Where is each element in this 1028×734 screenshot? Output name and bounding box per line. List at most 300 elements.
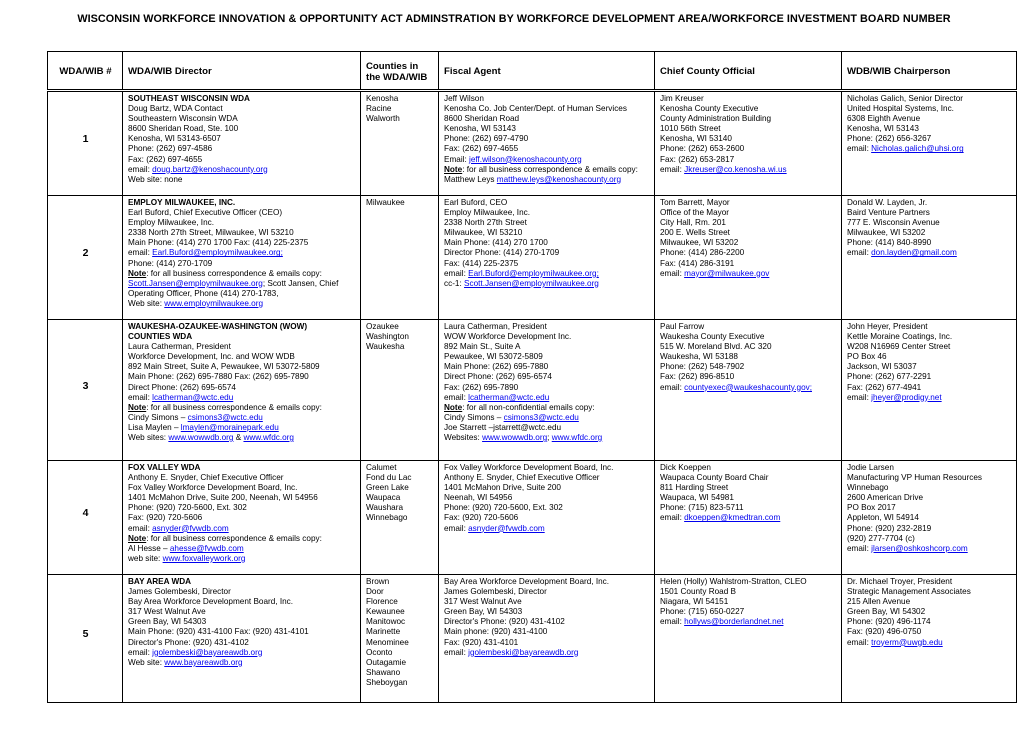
- cell-line: [660, 155, 837, 165]
- line-text: Fax: (262) 677-4941: [847, 382, 922, 392]
- email-or-web-link[interactable]: countyexec@waukeshacounty.gov;: [684, 382, 812, 392]
- line-text: Fax: (262) 697-4655: [444, 144, 519, 154]
- line-text: Kenosha, WI 53143-6507: [128, 134, 221, 144]
- line-text: Dick Koeppen: [660, 463, 711, 472]
- cell-line: [847, 597, 1012, 607]
- email-or-web-link[interactable]: hollyws@borderlandnet.net: [684, 617, 784, 627]
- line-prefix: email:: [444, 268, 469, 278]
- email-or-web-link[interactable]: Jkreuser@co.kenosha.wi.us: [684, 164, 787, 174]
- line-text: 2338 North 27th Street, Milwaukee, WI 53210: [128, 228, 294, 238]
- table-body: [48, 91, 1017, 703]
- email-or-web-link[interactable]: asnyder@fvwdb.com: [468, 523, 545, 533]
- email-or-web-link[interactable]: www.foxvalleywork.org: [162, 553, 246, 563]
- cell-line: [444, 134, 650, 144]
- line-text: Kenosha County Executive: [660, 104, 759, 114]
- cell-line: [847, 534, 1012, 544]
- line-text: Donald W. Layden, Jr.: [847, 198, 928, 207]
- line-suffix: ; Scott Jansen, Chief: [262, 278, 339, 288]
- line-text: : for all business correspondence & emails copy:: [146, 533, 322, 543]
- cell-line: [660, 134, 837, 144]
- line-text: : for all business correspondence & emails copy:: [462, 164, 638, 174]
- cell-line: [660, 607, 837, 617]
- cell-line: [444, 114, 650, 124]
- cell-line: [128, 554, 356, 564]
- line-prefix: email:: [847, 392, 872, 402]
- cell-line: [444, 433, 650, 443]
- county-name: Oconto: [366, 647, 393, 657]
- line-text: Jackson, WI 53037: [847, 362, 917, 372]
- table-row: [48, 575, 1017, 703]
- fiscal-agent-cell: [439, 91, 655, 196]
- line-text: Dr. Michael Troyer, President: [847, 577, 953, 586]
- line-text: Milwaukee, WI 53202: [847, 228, 926, 238]
- cell-line: [128, 524, 356, 534]
- line-text: Fox Valley Workforce Development Board, Inc.: [444, 463, 614, 472]
- table-row: [48, 196, 1017, 320]
- line-prefix: email:: [847, 637, 872, 647]
- line-text: Phone: (262) 548-7902: [660, 362, 745, 372]
- email-or-web-link[interactable]: jheyer@prodigy.net: [871, 392, 942, 402]
- line-text: FOX VALLEY WDA: [128, 463, 201, 472]
- line-text: Main phone: (920) 431-4100: [444, 627, 548, 637]
- line-text: 777 E. Wisconsin Avenue: [847, 218, 940, 228]
- cell-line: [128, 433, 356, 443]
- line-text: Fax: (262) 697-4655: [128, 154, 203, 164]
- email-or-web-link[interactable]: lcatherman@wctc.edu: [468, 392, 550, 402]
- line-text: Anthony E. Snyder, Chief Executive Officer: [128, 473, 284, 483]
- cell-line: [444, 463, 650, 473]
- cell-line: [128, 403, 356, 413]
- cell-line: [847, 473, 1012, 483]
- cell-line: [660, 238, 837, 248]
- cell-line: [444, 393, 650, 403]
- line-text: Director's Phone: (920) 431-4102: [128, 637, 249, 647]
- line-text: Fox Valley Workforce Development Board, Inc.: [128, 483, 298, 493]
- county-name: Milwaukee: [366, 198, 405, 207]
- email-or-web-link[interactable]: www.bayareawdb.org: [164, 657, 243, 667]
- email-or-web-link[interactable]: www.wfdc.org: [551, 433, 603, 443]
- cell-line: [128, 362, 356, 372]
- cell-line: [128, 332, 356, 342]
- county-name: Fond du Lac: [366, 473, 412, 483]
- wda-number: 2: [48, 196, 123, 320]
- cell-line: [444, 175, 650, 185]
- line-text: Phone: (920) 232-2819: [847, 523, 932, 533]
- line-text: Kettle Moraine Coatings, Inc.: [847, 332, 953, 342]
- county-name: Florence: [366, 597, 398, 607]
- cell-line: [128, 658, 356, 668]
- line-text: Niagara, WI 54151: [660, 597, 729, 607]
- line-text: Kenosha Co. Job Center/Dept. of Human Services: [444, 104, 627, 114]
- line-text: W208 N16969 Center Street: [847, 342, 951, 352]
- line-text: Phone: (715) 823-5711: [660, 503, 744, 513]
- line-prefix: email:: [128, 647, 153, 657]
- cell-line: [128, 577, 356, 587]
- line-text: Fax: (920) 496-0750: [847, 627, 922, 637]
- line-text: Tom Barrett, Mayor: [660, 198, 730, 207]
- cell-line: [444, 587, 650, 597]
- line-text: John Heyer, President: [847, 322, 928, 331]
- line-text: Kenosha, WI 53143: [444, 124, 516, 134]
- email-or-web-link[interactable]: jlarsen@oshkoshcorp.com: [871, 543, 968, 553]
- email-or-web-link[interactable]: mayor@milwaukee.gov: [684, 268, 770, 278]
- line-text: City Hall, Rm. 201: [660, 218, 726, 228]
- line-prefix: email:: [444, 523, 469, 533]
- cell-line: [660, 144, 837, 154]
- email-or-web-link[interactable]: Nicholas.galich@uhsi.org: [871, 144, 964, 154]
- chief-county-official-cell: [655, 320, 842, 461]
- cell-line: [444, 473, 650, 483]
- cell-line: [847, 228, 1012, 238]
- line-text: Earl Buford, Chief Executive Officer (CEO): [128, 208, 283, 218]
- cell-line: [847, 114, 1012, 124]
- line-text: Strategic Management Associates: [847, 587, 971, 597]
- cell-line: [847, 513, 1012, 523]
- cell-line: [128, 544, 356, 554]
- cell-line: [128, 269, 356, 279]
- email-or-web-link[interactable]: jgolembeski@bayareawdb.org: [468, 647, 579, 657]
- line-prefix: email:: [660, 268, 685, 278]
- county-name: Ozaukee: [366, 322, 399, 331]
- cell-line: [128, 228, 356, 238]
- cell-line: [660, 617, 837, 627]
- line-text: Green Bay, WI 54303: [128, 617, 207, 627]
- email-or-web-link[interactable]: troyerm@uwgb.edu: [871, 637, 943, 647]
- cell-line: [847, 238, 1012, 248]
- cell-line: [847, 627, 1012, 637]
- line-text: Milwaukee, WI 53202: [660, 238, 739, 248]
- cell-line: [444, 155, 650, 165]
- cell-line: [660, 198, 837, 208]
- cell-line: [128, 617, 356, 627]
- cell-line: [847, 352, 1012, 362]
- line-text: Phone: (414) 840-8990: [847, 238, 932, 248]
- cell-line: [660, 228, 837, 238]
- line-text: 1401 McMahon Drive, Suite 200, Neenah, WI 54956: [128, 493, 318, 503]
- line-text: Phone: (262) 697-4790: [444, 134, 529, 144]
- county-name: Kenosha: [366, 94, 399, 103]
- email-or-web-link[interactable]: doug.bartz@kenoshacounty.org: [152, 164, 268, 174]
- cell-line: [660, 94, 837, 104]
- cell-line: [128, 155, 356, 165]
- line-prefix: Cindy Simons –: [444, 412, 504, 422]
- county-name: Green Lake: [366, 483, 409, 493]
- cell-line: [128, 473, 356, 483]
- email-or-web-link[interactable]: dkoeppen@kmedtran.com: [684, 513, 781, 523]
- cell-line: [660, 383, 837, 393]
- line-suffix: ;: [547, 433, 552, 443]
- cell-line: [128, 144, 356, 154]
- line-prefix: web site:: [128, 553, 163, 563]
- cell-line: [128, 463, 356, 473]
- line-text: Phone: (262) 656-3267: [847, 134, 932, 144]
- email-or-web-link[interactable]: matthew.leys@kenoshacounty.org: [496, 174, 622, 184]
- line-text: Phone: (262) 677-2291: [847, 372, 932, 382]
- cell-line: [128, 134, 356, 144]
- cell-line: [128, 627, 356, 637]
- cell-line: [128, 124, 356, 134]
- email-or-web-link[interactable]: ahesse@fvwdb.com: [169, 543, 244, 553]
- chief-county-official-cell: [655, 91, 842, 196]
- county-name: Winnebago: [366, 513, 408, 523]
- line-text: Jim Kreuser: [660, 94, 704, 103]
- email-or-web-link[interactable]: csimons3@wctc.edu: [187, 412, 263, 422]
- cell-line: [444, 332, 650, 342]
- line-text: Phone: (262) 653-2600: [660, 144, 745, 154]
- line-text: : for all business correspondence & emails copy:: [146, 268, 322, 278]
- cell-line: [444, 279, 650, 289]
- table-row: [48, 320, 1017, 461]
- line-text: James Golembeski, Director: [444, 587, 547, 597]
- cell-line: [660, 503, 837, 513]
- cell-line: [128, 289, 356, 299]
- cell-line: [128, 299, 356, 309]
- cell-line: [444, 577, 650, 587]
- line-text: Main Phone: (262) 695-7880 Fax: (262) 695-7890: [128, 372, 309, 382]
- line-text: Phone: (920) 720-5600, Ext. 302: [128, 503, 247, 513]
- line-prefix: email:: [660, 513, 685, 523]
- cell-line: [847, 372, 1012, 382]
- cell-line: [128, 175, 356, 185]
- header-counties: Counties in the WDA/WIB: [361, 52, 439, 91]
- line-text: Jeff Wilson: [444, 94, 484, 103]
- line-text: Fax: (414) 286-3191: [660, 258, 735, 268]
- line-text: Workforce Development, Inc. and WOW WDB: [128, 352, 295, 362]
- line-prefix: Email:: [444, 154, 470, 164]
- chairperson-cell: [842, 91, 1017, 196]
- cell-line: [847, 463, 1012, 473]
- document-title: WISCONSIN WORKFORCE INNOVATION & OPPORTUNITY ACT ADMINSTRATION BY WORKFORCE DEVELOPMENT AREA/WORKFORCE INVESTMENT BOARD NUMBER: [77, 13, 951, 25]
- counties-cell: [361, 461, 439, 575]
- cell-line: [128, 513, 356, 523]
- cell-line: [128, 648, 356, 658]
- cell-line: [444, 607, 650, 617]
- wda-number: 5: [48, 575, 123, 703]
- line-text: Laura Catherman, President: [128, 342, 231, 352]
- line-text: Employ Milwaukee, Inc.: [128, 218, 215, 228]
- fiscal-agent-cell: [439, 320, 655, 461]
- line-prefix: Web site:: [128, 657, 165, 667]
- email-or-web-link[interactable]: jeff.wilson@kenoshacounty.org: [469, 154, 582, 164]
- chairperson-cell: [842, 320, 1017, 461]
- header-wda-wib-number: WDA/WIB #: [48, 52, 123, 91]
- email-or-web-link[interactable]: don.layden@gmail.com: [871, 248, 957, 258]
- cell-line: [128, 493, 356, 503]
- cell-line: [847, 332, 1012, 342]
- cell-line: [660, 269, 837, 279]
- cell-line: [444, 269, 650, 279]
- line-text: Fax: (920) 431-4101: [444, 637, 519, 647]
- email-or-web-link[interactable]: lmaylen@morainepark.edu: [180, 422, 279, 432]
- line-text: WOW Workforce Development Inc.: [444, 332, 572, 342]
- line-text: James Golembeski, Director: [128, 587, 231, 597]
- cell-line: [128, 342, 356, 352]
- cell-line: [847, 587, 1012, 597]
- email-or-web-link[interactable]: www.wowwdb.org: [482, 433, 548, 443]
- cell-line: [847, 503, 1012, 513]
- line-prefix: email:: [660, 164, 685, 174]
- line-text: Nicholas Galich, Senior Director: [847, 94, 964, 103]
- cell-line: [128, 279, 356, 289]
- county-name: Marinette: [366, 627, 401, 637]
- line-prefix: email:: [128, 392, 153, 402]
- cell-line: [444, 403, 650, 413]
- cell-line: [847, 483, 1012, 493]
- note-label: Note: [128, 268, 147, 278]
- email-or-web-link[interactable]: Earl.Buford@employmilwaukee.org;: [152, 248, 283, 258]
- cell-line: [444, 144, 650, 154]
- chief-county-official-cell: [655, 196, 842, 320]
- line-text: WAUKESHA-OZAUKEE-WASHINGTON (WOW): [128, 322, 308, 331]
- cell-line: [444, 218, 650, 228]
- line-text: : for all business correspondence & emails copy:: [146, 402, 322, 412]
- counties-cell: [361, 320, 439, 461]
- line-text: Operating Officer, Phone (414) 270-1783,: [128, 288, 279, 298]
- cell-line: [128, 165, 356, 175]
- cell-line: [128, 238, 356, 248]
- cell-line: [660, 513, 837, 523]
- email-or-web-link[interactable]: jgolembeski@bayareawdb.org: [152, 647, 263, 657]
- line-text: 2338 North 27th Street: [444, 218, 527, 228]
- cell-line: [444, 617, 650, 627]
- email-or-web-link[interactable]: csimons3@wctc.edu: [503, 412, 579, 422]
- header-row: [48, 52, 1017, 91]
- chief-county-official-cell: [655, 461, 842, 575]
- cell-line: [660, 587, 837, 597]
- line-prefix: Web sites:: [128, 433, 169, 443]
- fiscal-agent-cell: [439, 461, 655, 575]
- line-text: Earl Buford, CEO: [444, 198, 508, 207]
- cell-line: [660, 218, 837, 228]
- director-cell: [123, 196, 361, 320]
- county-name: Sheboygan: [366, 677, 408, 687]
- cell-line: [444, 104, 650, 114]
- line-text: Joe Starrett –jstarrett@wctc.edu: [444, 422, 562, 432]
- line-prefix: email:: [847, 543, 872, 553]
- line-prefix: Matthew Leys: [444, 174, 497, 184]
- line-text: Winnebago: [847, 483, 889, 493]
- line-text: Laura Catherman, President: [444, 322, 547, 331]
- cell-line: [444, 362, 650, 372]
- header-fiscal-agent: Fiscal Agent: [439, 52, 655, 91]
- cell-line: [847, 218, 1012, 228]
- line-text: Waukesha County Executive: [660, 332, 765, 342]
- line-prefix: email:: [660, 617, 685, 627]
- cell-line: [444, 483, 650, 493]
- county-name: Calumet: [366, 463, 397, 472]
- table-row: [48, 461, 1017, 575]
- line-text: Phone: (262) 697-4586: [128, 144, 213, 154]
- cell-line: [847, 393, 1012, 403]
- line-text: 1401 McMahon Drive, Suite 200: [444, 483, 561, 493]
- note-label: Note: [128, 533, 147, 543]
- line-text: COUNTIES WDA: [128, 332, 193, 342]
- email-or-web-link[interactable]: www.wowwdb.org: [168, 433, 234, 443]
- line-text: Green Bay, WI 54302: [847, 607, 926, 617]
- cell-line: [128, 607, 356, 617]
- line-prefix: email:: [660, 382, 685, 392]
- line-text: Waupaca County Board Chair: [660, 473, 769, 483]
- cell-line: [660, 332, 837, 342]
- email-or-web-link[interactable]: Scott.Jansen@employmilwaukee.org: [128, 278, 263, 288]
- line-text: Phone: (414) 286-2200: [660, 248, 745, 258]
- email-or-web-link[interactable]: lcatherman@wctc.edu: [152, 392, 234, 402]
- line-text: Kenosha, WI 53143: [847, 124, 919, 134]
- line-text: 892 Main Street, Suite A, Pewaukee, WI 53072-5809: [128, 362, 320, 372]
- cell-line: [128, 372, 356, 382]
- county-name: Waushara: [366, 503, 404, 513]
- note-label: Note: [128, 402, 147, 412]
- line-text: Anthony E. Snyder, Chief Executive Officer: [444, 473, 600, 483]
- email-or-web-link[interactable]: www.employmilwaukee.org: [164, 298, 264, 308]
- cell-line: [444, 198, 650, 208]
- cell-line: [847, 134, 1012, 144]
- email-or-web-link[interactable]: Scott.Jansen@employmilwaukee.org: [464, 278, 599, 288]
- line-prefix: email:: [444, 392, 469, 402]
- cell-line: [660, 342, 837, 352]
- cell-line: [444, 248, 650, 258]
- cell-line: [660, 248, 837, 258]
- director-cell: [123, 320, 361, 461]
- email-or-web-link[interactable]: www.wfdc.org: [243, 433, 294, 443]
- cell-line: [128, 248, 356, 258]
- line-text: Fax: (262) 896-8510: [660, 372, 735, 382]
- cell-line: [128, 597, 356, 607]
- line-text: Green Bay, WI 54303: [444, 607, 523, 617]
- line-text: Helen (Holly) Wahlstrom-Stratton, CLEO: [660, 577, 807, 586]
- cell-line: [660, 597, 837, 607]
- line-prefix: Lisa Maylen –: [128, 422, 181, 432]
- cell-line: [444, 342, 650, 352]
- cell-line: [128, 423, 356, 433]
- header-chief-county-official: Chief County Official: [655, 52, 842, 91]
- cell-line: [128, 322, 356, 332]
- cell-line: [444, 423, 650, 433]
- line-text: Southeastern Wisconsin WDA: [128, 114, 238, 124]
- note-label: Note: [444, 402, 463, 412]
- wda-number: 3: [48, 320, 123, 461]
- line-text: Fax: (414) 225-2375: [444, 258, 519, 268]
- cell-line: [444, 493, 650, 503]
- line-text: 317 West Walnut Ave: [128, 607, 206, 617]
- line-text: 1010 56th Street: [660, 124, 721, 134]
- line-text: Milwaukee, WI 53210: [444, 228, 523, 238]
- cell-line: [128, 104, 356, 114]
- county-name: Outagamie: [366, 657, 407, 667]
- cell-line: [660, 259, 837, 269]
- line-prefix: email:: [128, 523, 153, 533]
- line-text: United Hospital Systems, Inc.: [847, 104, 954, 114]
- email-or-web-link[interactable]: Earl.Buford@employmilwaukee.org;: [468, 268, 599, 278]
- line-text: Appleton, WI 54914: [847, 513, 919, 523]
- cell-line: [847, 362, 1012, 372]
- email-or-web-link[interactable]: asnyder@fvwdb.com: [152, 523, 229, 533]
- cell-line: [128, 483, 356, 493]
- county-name: Washington: [366, 332, 409, 342]
- cell-line: [660, 114, 837, 124]
- cell-line: [660, 463, 837, 473]
- cell-line: [660, 352, 837, 362]
- line-text: Employ Milwaukee, Inc.: [444, 208, 531, 218]
- line-suffix: &: [233, 433, 244, 443]
- county-name: Kewaunee: [366, 607, 405, 617]
- line-text: 8600 Sheridan Road: [444, 114, 520, 124]
- cell-line: [128, 259, 356, 269]
- line-text: 2600 American Drive: [847, 493, 923, 503]
- cell-line: [444, 648, 650, 658]
- cell-line: [847, 638, 1012, 648]
- cell-line: [128, 218, 356, 228]
